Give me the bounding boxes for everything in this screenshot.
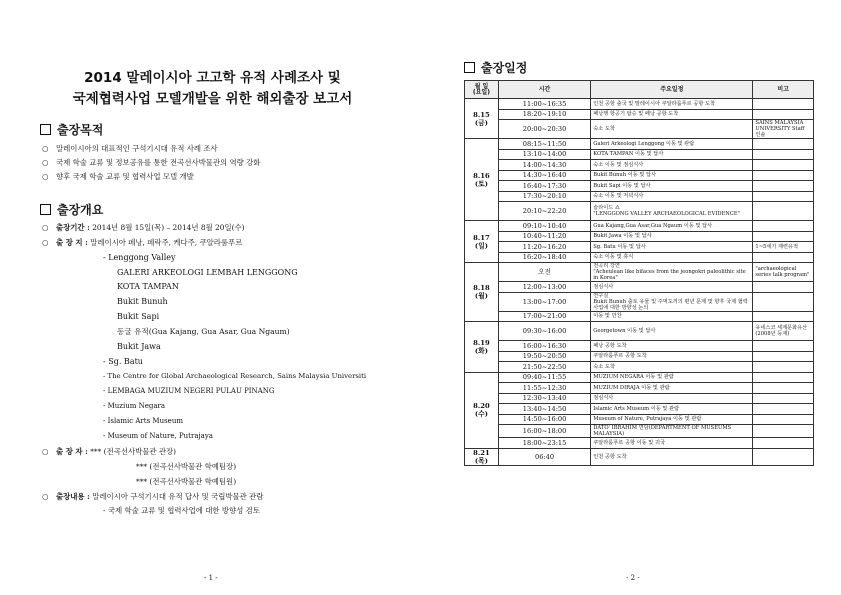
table-row xyxy=(465,351,814,362)
table-row xyxy=(465,191,814,202)
schedule-cell: 슬라이드 쇼 "LENGGONG VALLEY ARCHAEOLOGICAL EVIDENCE" xyxy=(591,202,753,221)
table-row xyxy=(465,362,814,373)
time-cell: 12:00~13:00 xyxy=(498,282,590,293)
note-cell xyxy=(753,181,814,192)
page-left xyxy=(0,0,420,595)
title-line-1: 2014 말레이시아 고고학 유적 사례조사 및 xyxy=(84,70,341,86)
table-row xyxy=(465,99,814,110)
time-cell: 10:40~11:20 xyxy=(498,231,590,242)
circle-bullet-icon: ○ xyxy=(42,144,49,153)
note-cell: 1~5세기 제련유적 xyxy=(753,242,814,253)
place-item: KOTA TAMPAN xyxy=(117,282,179,291)
schedule-cell: 숙소 도착 xyxy=(591,120,753,139)
table-row xyxy=(465,383,814,394)
time-cell: 14:30~16:40 xyxy=(498,170,590,181)
note-cell xyxy=(753,393,814,404)
schedule-cell: Gua Kajang,Gua Asar,Gua Ngaum 이동 및 답사 xyxy=(591,221,753,232)
date-cell: 8.15 (금) xyxy=(465,99,499,139)
time-cell: 16:00~18:00 xyxy=(498,425,590,438)
time-cell: 13:00~17:00 xyxy=(498,292,590,311)
circle-bullet-icon: ○ xyxy=(42,158,49,167)
place-item: - Museum of Nature, Putrajaya xyxy=(103,432,213,440)
note-cell xyxy=(753,414,814,425)
time-cell: 16:00~16:30 xyxy=(498,341,590,352)
table-row xyxy=(465,322,814,341)
table-row xyxy=(465,292,814,311)
time-cell: 16:40~17:30 xyxy=(498,181,590,192)
time-cell: 11:55~12:30 xyxy=(498,383,590,394)
place-item: GALERI ARKEOLOGI LEMBAH LENGGONG xyxy=(117,268,298,277)
time-cell: 18:00~23:15 xyxy=(498,438,590,449)
schedule-cell: Bukit Jawa 이동 및 답사 xyxy=(591,231,753,242)
schedule-cell: 점심식사 xyxy=(591,282,753,293)
time-cell: 18:20~19:10 xyxy=(498,109,590,120)
place-item: - Muzium Negara xyxy=(103,402,166,410)
schedule-cell: 숙소 도착 xyxy=(591,362,753,373)
time-cell: 09:10~10:40 xyxy=(498,221,590,232)
time-cell: 19:50~20:50 xyxy=(498,351,590,362)
time-cell: 17:00~21:00 xyxy=(498,311,590,322)
schedule-cell: Museum of Nature, Putrajaya 이동 및 관람 xyxy=(591,414,753,425)
schedule-cell: 쿠알라룸푸르 공항 이동 및 귀국 xyxy=(591,438,753,449)
purpose-item: ○ 향후 국제 학술 교류 및 협력사업 모델 개발 xyxy=(42,172,194,181)
note-cell xyxy=(753,160,814,171)
schedule-cell: 페낭 공항 도착 xyxy=(591,341,753,352)
schedule-cell: Georgetown 이동 및 답사 xyxy=(591,322,753,341)
note-cell xyxy=(753,202,814,221)
note-cell xyxy=(753,362,814,373)
note-cell xyxy=(753,109,814,120)
place-item: - LEMBAGA MUZIUM NEGERI PULAU PINANG xyxy=(103,387,275,395)
schedule-cell: Galeri Arkeologi Lenggong 이동 및 관람 xyxy=(591,139,753,150)
time-cell: 17:30~20:10 xyxy=(498,191,590,202)
place-line: ○ 출 장 지 : 말레이시아 페낭, 페락주, 케다주, 쿠알라룸푸르 xyxy=(42,238,243,247)
schedule-cell: 인천 공항 출국 및 말레이시아 쿠알라룸푸르 공항 도착 xyxy=(591,99,753,110)
note-cell xyxy=(753,351,814,362)
time-cell: 13:10~14:00 xyxy=(498,149,590,160)
time-cell: 11:20~16:20 xyxy=(498,242,590,253)
date-cell: 8.19 (화) xyxy=(465,322,499,373)
schedule-cell: 쿠알라룸푸르 공항 도착 xyxy=(591,351,753,362)
note-cell xyxy=(753,341,814,352)
column-header: 월 일 (요일) xyxy=(465,81,499,99)
time-cell: 14:50~16:00 xyxy=(498,414,590,425)
column-header: 주요일정 xyxy=(591,81,753,99)
title-line-2: 국제협력사업 모델개발을 위한 해외출장 보고서 xyxy=(72,91,353,107)
table-row xyxy=(465,252,814,263)
note-cell xyxy=(753,252,814,263)
circle-bullet-icon: ○ xyxy=(42,172,49,181)
table-row xyxy=(465,160,814,171)
schedule-cell: Islamic Arts Museum 이동 및 관람 xyxy=(591,404,753,415)
note-cell: 유네스코 세계문화유산(2008년 등재) xyxy=(753,322,814,341)
place-item: Bukit Bunuh xyxy=(117,297,168,306)
table-row xyxy=(465,109,814,120)
purpose-item: ○ 국제 학술 교류 및 정보공유를 통한 전곡선사박물관의 역량 강화 xyxy=(42,158,261,167)
time-cell: 13:40~14:50 xyxy=(498,404,590,415)
checkbox-square-icon xyxy=(464,62,475,73)
time-cell: 08:15~11:50 xyxy=(498,139,590,150)
column-header: 비고 xyxy=(753,81,814,99)
schedule-cell: 숙소 이동 및 점심식사 xyxy=(591,160,753,171)
person-item: *** (전곡선사박물관 학예팀원) xyxy=(136,477,237,486)
note-cell xyxy=(753,170,814,181)
schedule-cell: 이동 및 만찬 xyxy=(591,311,753,322)
note-cell xyxy=(753,425,814,438)
schedule-cell: Bukit Sapi 이동 및 답사 xyxy=(591,181,753,192)
place-item: - The Centre for Global Archaeological Research, Sains Malaysia Universiti xyxy=(103,372,367,380)
note-cell xyxy=(753,99,814,110)
schedule-cell: 점심식사 xyxy=(591,393,753,404)
schedule-cell: 숙소 이동 및 저녁식사 xyxy=(591,191,753,202)
table-row xyxy=(465,202,814,221)
page-number: - 2 - xyxy=(626,574,640,582)
note-cell xyxy=(753,404,814,415)
table-row xyxy=(465,242,814,253)
bold-circle-bullet-icon: ○ xyxy=(42,492,49,501)
place-item: - Lenggong Valley xyxy=(103,253,176,262)
table-row xyxy=(465,120,814,139)
schedule-cell: Sg. Batu 이동 및 답사 xyxy=(591,242,753,253)
bold-circle-bullet-icon: ○ xyxy=(42,223,49,232)
report-title xyxy=(40,68,385,110)
note-cell: SAINS MALAYSIA UNIVERSITY Staff 인솔 xyxy=(753,120,814,139)
schedule-cell: 전곡리 강연 "Acheulean like bifaces from the jeongokri paleolithic site in Korea" xyxy=(591,263,753,282)
time-cell: 오전 xyxy=(498,263,590,282)
time-cell: 21:50~22:50 xyxy=(498,362,590,373)
place-item: - Sg. Batu xyxy=(103,357,143,366)
table-row xyxy=(465,404,814,415)
schedule-cell: 페낭행 항공기 탑승 및 페낭 공항 도착 xyxy=(591,109,753,120)
table-row xyxy=(465,139,814,150)
table-row xyxy=(465,170,814,181)
table-row xyxy=(465,149,814,160)
content-item: - 국제 학술 교류 및 협력사업에 대한 방향성 검토 xyxy=(103,506,260,515)
note-cell xyxy=(753,383,814,394)
purpose-item: ○ 말레이시아의 대표적인 구석기시대 유적 사례 조사 xyxy=(42,144,218,153)
time-cell: 12:30~13:40 xyxy=(498,393,590,404)
note-cell xyxy=(753,191,814,202)
table-row xyxy=(465,393,814,404)
time-cell: 11:00~16:35 xyxy=(498,99,590,110)
date-cell: 8.16 (토) xyxy=(465,139,499,221)
people-line: ○ 출 장 자 : *** (전곡선사박물관 관장) xyxy=(42,447,177,456)
content-line: ○ 출장내용 : 말레이시아 구석기시대 유적 답사 및 국립박물관 관람 xyxy=(42,492,264,501)
note-cell xyxy=(753,438,814,449)
table-row xyxy=(465,181,814,192)
date-cell: 8.20 (수) xyxy=(465,372,499,448)
note-cell xyxy=(753,231,814,242)
checkbox-square-icon xyxy=(40,124,51,135)
column-header: 시간 xyxy=(498,81,590,99)
place-item: - Islamic Arts Museum xyxy=(103,417,183,425)
schedule-cell: DATO' IBRAHIM 면담(DEPARTMENT OF MUSEUMS MALAYSIA) xyxy=(591,425,753,438)
schedule-table xyxy=(464,80,814,466)
person-item: *** (전곡선사박물관 학예팀장) xyxy=(136,462,237,471)
table-row xyxy=(465,372,814,383)
page-right xyxy=(421,0,841,595)
table-row xyxy=(465,414,814,425)
time-cell: 14:00~14:30 xyxy=(498,160,590,171)
table-row xyxy=(465,341,814,352)
table-row xyxy=(465,263,814,282)
time-cell: 20:00~20:30 xyxy=(498,120,590,139)
place-item: Bukit Sapi xyxy=(117,312,160,321)
section-overview-heading: 출장개요 xyxy=(40,201,103,218)
time-cell: 09:40~11:55 xyxy=(498,372,590,383)
note-cell xyxy=(753,292,814,311)
note-cell xyxy=(753,139,814,150)
date-cell: 8.17 (일) xyxy=(465,221,499,263)
date-cell: 8.18 (월) xyxy=(465,263,499,322)
note-cell xyxy=(753,282,814,293)
bold-circle-bullet-icon: ○ xyxy=(42,447,49,456)
note-cell xyxy=(753,221,814,232)
place-item: Bukit Jawa xyxy=(117,342,161,351)
schedule-cell: 인천 공항 도착 xyxy=(591,448,753,465)
date-cell: 8.21 (목) xyxy=(465,448,499,465)
note-cell: "archaeological series talk program" xyxy=(753,263,814,282)
table-row xyxy=(465,221,814,232)
time-cell: 20:10~22:20 xyxy=(498,202,590,221)
table-header-row xyxy=(465,81,814,99)
schedule-cell: MUZIUM DIRAJA 이동 및 관람 xyxy=(591,383,753,394)
section-schedule-heading: 출장일정 xyxy=(464,59,527,76)
time-cell: 09:30~16:00 xyxy=(498,322,590,341)
note-cell xyxy=(753,311,814,322)
time-cell: 06:40 xyxy=(498,448,590,465)
page-number: - 1 - xyxy=(204,574,218,582)
note-cell xyxy=(753,149,814,160)
schedule-cell: 숙소 이동 및 휴식 xyxy=(591,252,753,263)
table-row xyxy=(465,438,814,449)
section-purpose-heading: 출장목적 xyxy=(40,121,103,138)
period-line: ○ 출장기간 : 2014년 8월 15일(목) – 2014년 8월 20일(수) xyxy=(42,223,245,232)
table-row xyxy=(465,231,814,242)
time-cell: 16:20~18:40 xyxy=(498,252,590,263)
table-row xyxy=(465,448,814,465)
schedule-cell: MUZIUM NEGARA 이동 및 관람 xyxy=(591,372,753,383)
schedule-cell: 연구실 Bukit Bunuh 출토 유물 및 주먹도끼의 편년 문제 및 향후 국제 협력사업에 대한 방향성 논의 xyxy=(591,292,753,311)
bold-circle-bullet-icon: ○ xyxy=(42,238,49,247)
note-cell xyxy=(753,448,814,465)
checkbox-square-icon xyxy=(40,204,51,215)
schedule-cell: Bukit Bunuh 이동 및 답사 xyxy=(591,170,753,181)
table-row xyxy=(465,282,814,293)
place-item: 동굴 유적(Gua Kajang, Gua Asar, Gua Ngaum) xyxy=(117,327,290,336)
table-row xyxy=(465,311,814,322)
table-row xyxy=(465,425,814,438)
note-cell xyxy=(753,372,814,383)
schedule-cell: KOTA TAMPAN 이동 및 답사 xyxy=(591,149,753,160)
